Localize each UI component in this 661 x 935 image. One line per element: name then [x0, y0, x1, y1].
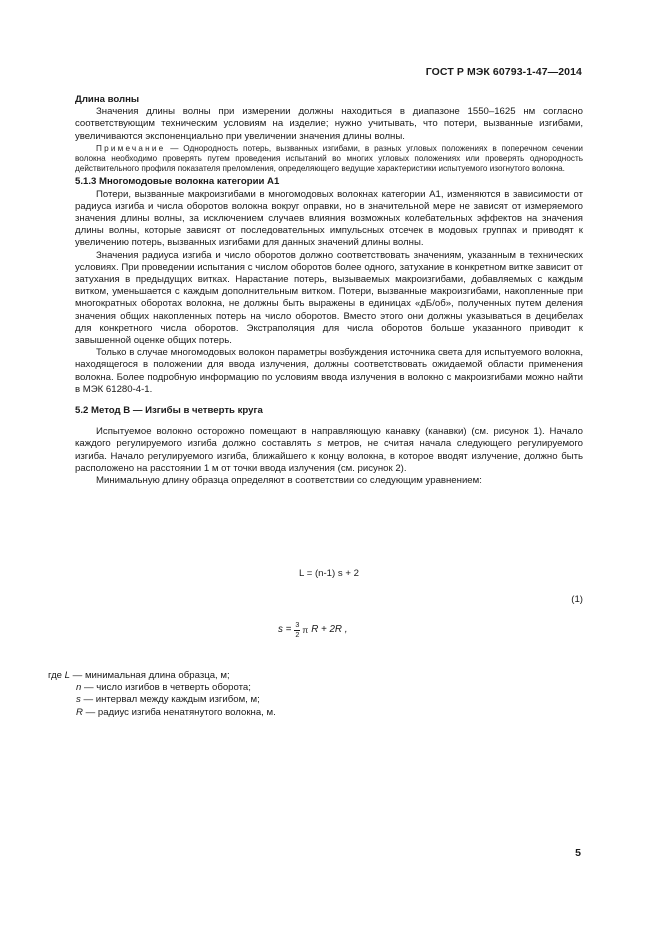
paragraph-5-2-1-part-b: метров, не считая начала следующего регулируемого изгиба. Начало регулируемого изгиба, ближайшего к концу волокна, в которое вводят излучение, должно быть расположено на расстоянии 1 м от точки ввода излучения (см. рисунок 2). — [75, 438, 583, 474]
note — [75, 144, 583, 175]
definition-row — [48, 670, 583, 682]
paragraph-5-1-3-1: Потери, вызванные макроизгибами в многомодовых волокнах категории А1, изменяются в зависимости от радиуса изгиба и числа оборотов волокна вокруг оправки, но в значительной мере не зависят от измеряемого значения длины волны, за исключением случаев влияния возможных колебательных эффектов на значения длины волны, которые зависят от последовательных импульсных отсечек в модовых группах и приводят к увеличению потерь, вызванных изгибами для данных значений длины волны. — [75, 188, 583, 249]
section-title-5-1-3-text: 5.1.3 Многомодовые волокна категории А1 — [75, 176, 280, 188]
definition-row — [48, 694, 583, 706]
variable-s: s — [317, 438, 322, 450]
where-prefix: где — [48, 670, 65, 681]
note-text: Однородность потерь, вызванных изгибами, в разных угловых положениях в поперечном сечении волокна необходимо проверять путем проведения испытаний во многих угловых положениях или проверять однородность действительного профиля показателя преломления, определяющего ведущие характеристики испытуемого изогнутого волокна. — [75, 143, 583, 174]
section-title-5-1-3 — [75, 176, 583, 188]
definition-text: — интервал между каждым изгибом, м; — [80, 694, 260, 706]
definition-row — [48, 707, 583, 719]
paragraph-5-2-1-part-a: Испытуемое волокно осторожно помещают в направляющую канавку (канавки) (см. рисунок 1). Начало каждого регулируемого изгиба должно составлять — [75, 426, 583, 450]
variable-definitions — [48, 670, 583, 719]
paragraph-5-2-2: Минимальную длину образца определяют в соответствии со следующим уравнением: — [96, 475, 482, 487]
section-title-5-2: 5.2 Метод В — Изгибы в четверть круга — [75, 405, 263, 417]
document-header: ГОСТ Р МЭК 60793-1-47—2014 — [425, 66, 582, 78]
fraction-denominator: 2 — [295, 629, 300, 639]
paragraph-5-2-1 — [75, 426, 583, 475]
page-number: 5 — [575, 847, 581, 859]
note-dash: — — [165, 143, 184, 153]
definition-var: R — [76, 706, 83, 718]
definition-var: n — [76, 682, 82, 694]
fraction — [294, 621, 300, 639]
definition-row — [48, 682, 583, 694]
formula-2 — [278, 621, 347, 639]
pi-symbol: π — [302, 624, 309, 635]
definition-text: — минимальная длина образца, м; — [70, 670, 230, 681]
document-body — [48, 94, 583, 718]
definition-var: L — [64, 670, 71, 681]
definition-var: s — [76, 694, 81, 706]
formula-1: L = (n-1) s + 2 — [299, 568, 359, 579]
fraction-numerator: 3 — [295, 620, 300, 629]
section-title-wavelength: Длина волны — [75, 94, 140, 105]
formula-2-rest: R + 2R , — [311, 623, 348, 635]
paragraph-wavelength: Значения длины волны при измерении должны находиться в диапазоне 1550–1625 нм согласно соответствующим техническим условиям на изделие; нужно учитывать, что потери, вызванные изгибами, увеличиваются экспоненциально при увеличении значения длины волны. — [75, 106, 583, 142]
paragraph-5-1-3-3: Только в случае многомодовых волокон параметры возбуждения источника света для испытуемого волокна, находящегося в положении для ввода излучения, должны соответствовать ожидаемой области применения волокна. Более подробную информацию по условиям ввода излучения в волокно с макроизгибами можно найти в МЭК 61280-4-1. — [75, 347, 583, 395]
formula-1-number: (1) — [571, 594, 583, 605]
paragraph-5-1-3-2: Значения радиуса изгиба и число оборотов должно соответствовать значениям, указанным в технических условиях. При проведении испытания с числом оборотов более одного, затухание в конкретном витке зависит от затухания в предыдущих витках. Нарастание потерь, вызываемых макроизгибами, добавляемых с каждым витком, уменьшается с каждым дополнительным витком. Потери, вызванные макроизгибами, накопленные при многократных оборотах волокна, не должны быть выражены в единицах «дБ/об», полученных путем деления значения общих накопленных потерь на число оборотов. Вместо этого они должны указываться в децибелах для конкретного числа оборотов. Экстраполяция для числа оборотов больше указанного приводит к завышенной оценке общих потерь. — [75, 249, 583, 347]
definition-text: — число изгибов в четверть оборота; — [81, 682, 251, 694]
definition-text: — радиус изгиба ненатянутого волокна, м. — [82, 706, 276, 718]
note-label: Примечание — [96, 143, 166, 153]
formula-2-lhs: s = — [278, 623, 292, 635]
